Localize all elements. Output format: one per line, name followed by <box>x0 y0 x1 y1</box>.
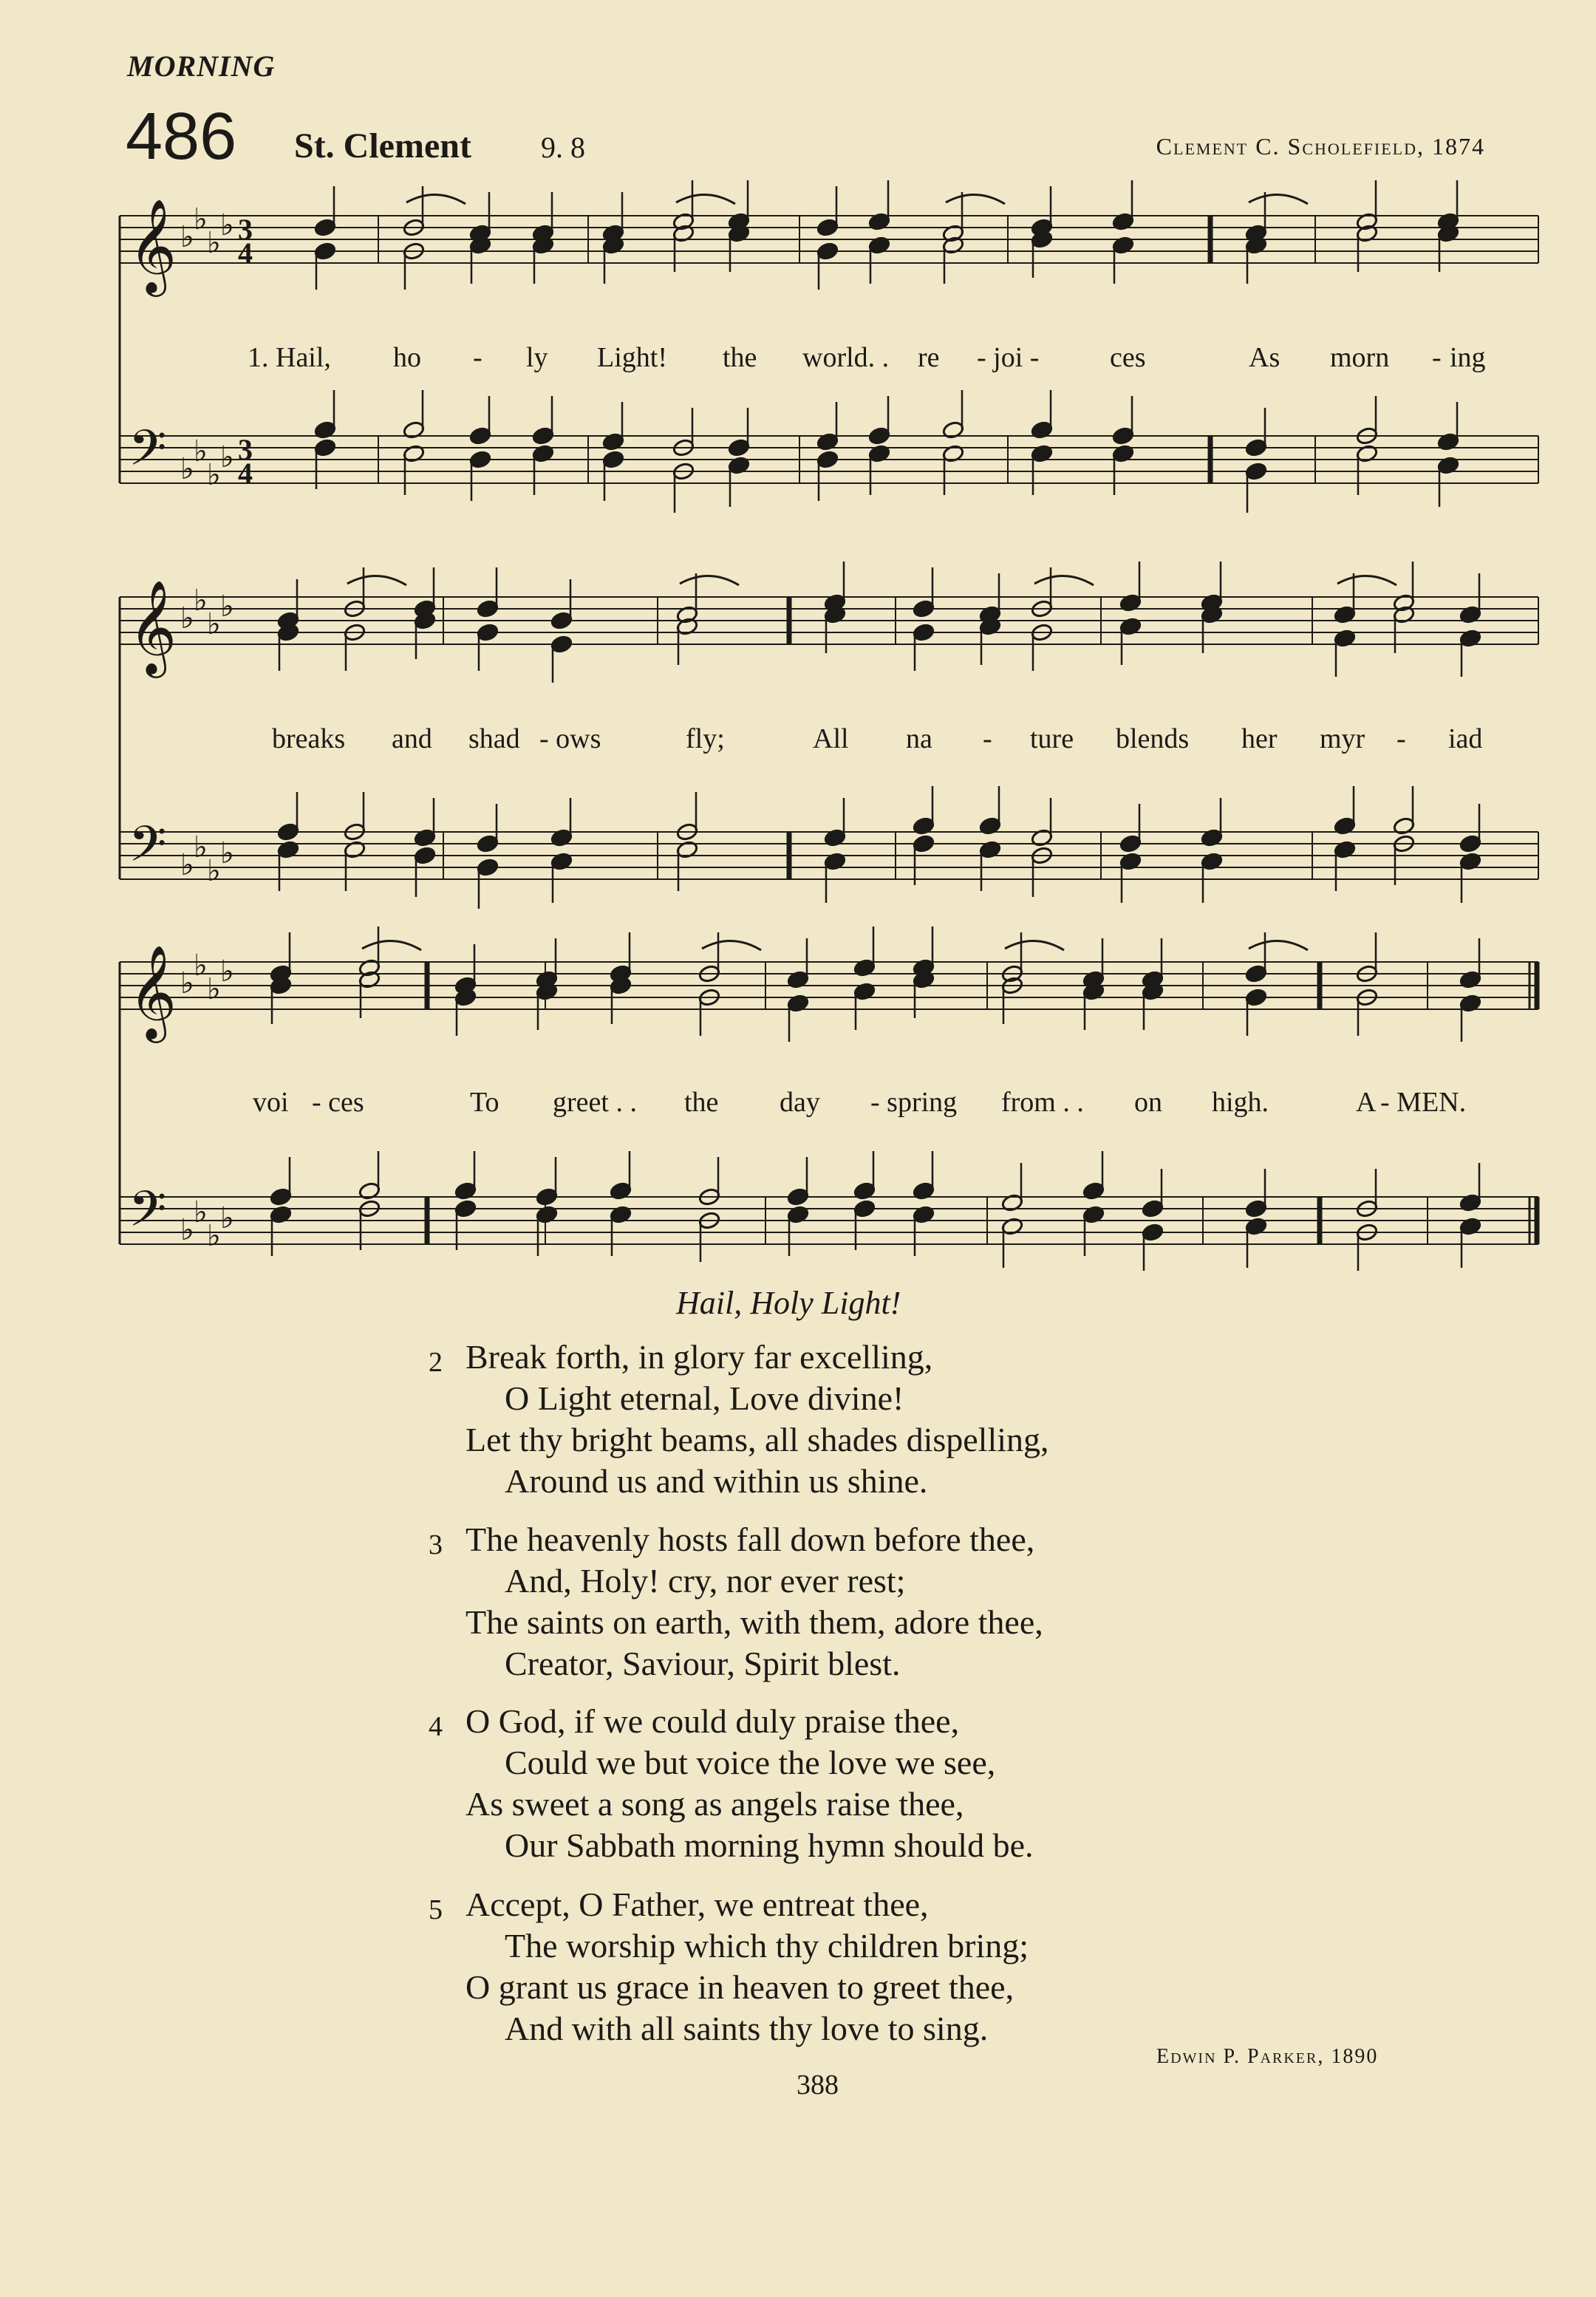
notehead <box>1001 1217 1024 1236</box>
notehead <box>1437 432 1460 451</box>
notehead <box>1001 1193 1024 1212</box>
notehead <box>314 218 337 237</box>
notehead <box>728 438 751 457</box>
flat-sign: ♭ <box>220 955 234 989</box>
verse-number: 4 <box>429 1711 443 1742</box>
notehead <box>787 994 810 1013</box>
notehead <box>536 1205 559 1224</box>
flat-sign: ♭ <box>194 1195 208 1229</box>
notehead <box>1112 212 1135 231</box>
verse-number: 2 <box>429 1347 443 1378</box>
notehead <box>314 420 337 440</box>
flat-sign: ♭ <box>220 836 234 870</box>
notehead <box>979 816 1002 836</box>
notehead <box>532 444 555 463</box>
notehead <box>1082 1181 1105 1201</box>
notehead <box>1245 438 1268 457</box>
section-heading: MORNING <box>127 50 276 83</box>
lyric-syllable: - ces <box>312 1087 364 1118</box>
slur <box>702 941 761 950</box>
notehead <box>314 438 337 457</box>
lyric-syllable: her <box>1241 723 1278 754</box>
notehead <box>1459 1193 1482 1212</box>
notehead <box>1119 617 1142 636</box>
notehead <box>1334 605 1357 624</box>
flat-sign: ♭ <box>194 949 208 983</box>
notehead <box>913 1181 935 1201</box>
flat-sign: ♭ <box>194 830 208 864</box>
notehead <box>536 1187 559 1206</box>
hymn-subtitle: Hail, Holy Light! <box>676 1285 901 1321</box>
lyric-syllable: - <box>473 342 482 373</box>
lyric-syllable: - MEN. <box>1380 1087 1467 1118</box>
lyric-syllable: myr <box>1320 723 1365 754</box>
notehead <box>1112 426 1135 446</box>
flat-sign: ♭ <box>180 601 194 635</box>
verse-line: O grant us grace in heaven to greet thee, <box>466 1968 1014 2006</box>
flat-sign: ♭ <box>207 226 221 260</box>
notehead <box>1031 828 1054 847</box>
flat-sign: ♭ <box>220 1201 234 1235</box>
notehead <box>1142 1199 1164 1218</box>
notehead <box>853 982 876 1001</box>
notehead <box>913 816 935 836</box>
notehead <box>1031 420 1054 440</box>
notehead <box>414 828 437 847</box>
slur <box>362 941 421 950</box>
notehead <box>550 611 573 630</box>
verse-number: 5 <box>429 1894 443 1925</box>
verse-line: Accept, O Father, we entreat thee, <box>466 1885 929 1923</box>
verse-line: The saints on earth, with them, adore thee, <box>466 1603 1043 1641</box>
lyric-syllable: As <box>1249 342 1280 373</box>
notehead <box>1459 834 1482 853</box>
notehead <box>469 426 492 446</box>
lyric-syllable: iad <box>1448 723 1483 754</box>
lyric-syllable: To <box>470 1087 499 1118</box>
notehead <box>403 420 426 440</box>
slur <box>1034 576 1094 585</box>
notehead <box>787 1187 810 1206</box>
flat-sign: ♭ <box>220 440 234 474</box>
notehead <box>1245 988 1268 1007</box>
notehead <box>728 456 751 475</box>
lyric-syllable: ces <box>1110 342 1146 373</box>
lyric-syllable: - <box>1432 342 1442 373</box>
time-signature-top: 3 <box>238 213 253 246</box>
verse-line: And, Holy! cry, nor ever rest; <box>505 1562 906 1600</box>
treble-clef: 𝄞 <box>129 198 177 293</box>
notehead <box>1031 444 1054 463</box>
slur <box>1337 576 1396 585</box>
composer-credit: Clement C. Scholefield, 1874 <box>1156 133 1485 160</box>
verse-line: O God, if we could duly praise thee, <box>466 1702 960 1740</box>
lyric-syllable: ho <box>393 342 421 373</box>
notehead <box>414 846 437 865</box>
notehead <box>1119 852 1142 871</box>
notehead <box>270 1205 293 1224</box>
flat-sign: ♭ <box>207 607 221 641</box>
lyric-syllable: morn <box>1330 342 1390 373</box>
verse-line: Let thy bright beams, all shades dispelling, <box>466 1421 1049 1458</box>
notehead <box>1459 852 1482 871</box>
slur <box>680 576 739 585</box>
flat-sign: ♭ <box>220 208 234 242</box>
notehead <box>1356 444 1379 463</box>
notehead <box>1245 964 1268 983</box>
notehead <box>469 450 492 469</box>
notehead <box>942 420 965 440</box>
notehead <box>1201 852 1224 871</box>
notehead <box>277 840 300 859</box>
notehead <box>868 426 891 446</box>
meter: 9. 8 <box>541 131 585 164</box>
notehead <box>853 1181 876 1201</box>
flat-sign: ♭ <box>207 458 221 492</box>
notehead <box>477 599 499 618</box>
flat-sign: ♭ <box>180 452 194 486</box>
notehead <box>868 236 891 255</box>
lyric-syllable: re <box>918 342 940 373</box>
notehead <box>1112 444 1135 463</box>
lyric-syllable: the <box>723 342 757 373</box>
lyric-syllable: voi <box>253 1087 289 1118</box>
notehead <box>868 444 891 463</box>
flat-sign: ♭ <box>180 220 194 254</box>
slur <box>676 194 735 204</box>
lyric-syllable: - ows <box>539 723 601 754</box>
page-number: 388 <box>797 2069 839 2100</box>
verse-line: Could we but voice the love we see, <box>505 1744 996 1781</box>
bass-clef: 𝄢 <box>129 816 167 884</box>
notehead <box>344 840 366 859</box>
verse-number: 3 <box>429 1529 443 1560</box>
time-signature-bottom: 4 <box>238 236 253 270</box>
notehead <box>1112 236 1135 255</box>
notehead <box>816 432 839 451</box>
notehead <box>787 1205 810 1224</box>
slur <box>347 576 406 585</box>
notehead <box>1245 1199 1268 1218</box>
notehead <box>1334 629 1357 648</box>
notehead <box>602 432 625 451</box>
lyric-syllable: the <box>684 1087 719 1118</box>
verse-line: And with all saints thy love to sing. <box>505 2010 989 2047</box>
lyric-syllable: ing <box>1450 342 1486 373</box>
lyric-syllable: and <box>392 723 432 754</box>
notehead <box>270 1187 293 1206</box>
flat-sign: ♭ <box>207 1219 221 1253</box>
notehead <box>1245 1217 1268 1236</box>
text-author-credit: Edwin P. Parker, 1890 <box>1156 2045 1379 2068</box>
flat-sign: ♭ <box>194 584 208 618</box>
bass-clef: 𝄢 <box>129 420 167 488</box>
lyric-syllable: world. . <box>802 342 890 373</box>
notehead <box>314 242 337 261</box>
slur <box>406 194 466 204</box>
flat-sign: ♭ <box>194 434 208 468</box>
lyric-syllable: ture <box>1030 723 1074 754</box>
notehead <box>1334 840 1357 859</box>
notehead <box>816 218 839 237</box>
notehead <box>1393 816 1416 836</box>
slur <box>1249 194 1308 204</box>
notehead <box>942 444 965 463</box>
notehead <box>816 450 839 469</box>
notehead <box>477 858 499 877</box>
notehead <box>550 828 573 847</box>
slur <box>946 194 1005 204</box>
notehead <box>550 635 573 654</box>
notehead <box>550 852 573 871</box>
verse-line: O Light eternal, Love divine! <box>505 1379 904 1417</box>
lyric-syllable: 1. Hail, <box>248 342 331 373</box>
slur <box>1005 941 1064 950</box>
lyric-syllable: high. <box>1212 1087 1269 1118</box>
notehead <box>1082 1205 1105 1224</box>
lyric-syllable: fly; <box>686 723 725 754</box>
notehead <box>913 834 935 853</box>
verse-line: Around us and within us shine. <box>505 1462 928 1500</box>
notehead <box>787 970 810 989</box>
lyric-syllable: Light! <box>597 342 667 373</box>
lyric-syllable: - spring <box>870 1087 958 1118</box>
notehead <box>913 599 935 618</box>
verse-line: The worship which thy children bring; <box>505 1927 1029 1965</box>
slur <box>1249 941 1308 950</box>
notehead <box>1437 456 1460 475</box>
notehead <box>1119 593 1142 612</box>
treble-clef: 𝄞 <box>129 579 177 674</box>
notehead <box>816 242 839 261</box>
notehead <box>454 1199 477 1218</box>
notehead <box>477 623 499 642</box>
notehead <box>277 822 300 842</box>
flat-sign: ♭ <box>220 590 234 624</box>
lyric-syllable: greet . . <box>553 1087 637 1118</box>
notehead <box>824 852 847 871</box>
verse-line: Our Sabbath morning hymn should be. <box>505 1826 1034 1864</box>
notehead <box>913 623 935 642</box>
notehead <box>1119 834 1142 853</box>
lyric-syllable: A <box>1356 1087 1377 1118</box>
lyric-syllable: on <box>1134 1087 1162 1118</box>
notehead <box>403 444 426 463</box>
flat-sign: ♭ <box>180 966 194 1000</box>
time-signature-top: 3 <box>238 433 253 466</box>
notehead <box>1459 994 1482 1013</box>
flat-sign: ♭ <box>207 972 221 1006</box>
notehead <box>1334 816 1357 836</box>
notehead <box>913 1205 935 1224</box>
lyric-syllable: na <box>906 723 932 754</box>
lyric-syllable: - joi - <box>977 342 1040 373</box>
notehead <box>610 1181 632 1201</box>
notehead <box>676 840 699 859</box>
bass-clef: 𝄢 <box>129 1181 167 1249</box>
notehead <box>1201 828 1224 847</box>
notehead <box>602 450 625 469</box>
notehead <box>1459 970 1482 989</box>
verse-line: Break forth, in glory far excelling, <box>466 1338 933 1376</box>
notehead <box>1459 605 1482 624</box>
lyric-syllable: - <box>983 723 992 754</box>
notehead <box>824 828 847 847</box>
treble-clef: 𝄞 <box>129 944 177 1039</box>
notehead <box>853 1199 876 1218</box>
verse-line: As sweet a song as angels raise thee, <box>466 1785 964 1823</box>
lyric-syllable: blends <box>1116 723 1190 754</box>
notehead <box>532 426 555 446</box>
notehead <box>477 834 499 853</box>
notehead <box>868 212 891 231</box>
notehead <box>1245 462 1268 481</box>
notehead <box>853 958 876 977</box>
flat-sign: ♭ <box>180 848 194 882</box>
notehead <box>1459 1217 1482 1236</box>
notehead <box>1142 1223 1164 1242</box>
lyric-syllable: All <box>813 723 849 754</box>
lyric-syllable: ly <box>526 342 548 373</box>
notehead <box>358 1181 381 1201</box>
flat-sign: ♭ <box>194 202 208 236</box>
lyric-syllable: - <box>1396 723 1406 754</box>
flat-sign: ♭ <box>207 854 221 888</box>
notehead <box>610 1205 632 1224</box>
lyric-syllable: day <box>780 1087 820 1118</box>
notehead <box>1459 629 1482 648</box>
notehead <box>979 840 1002 859</box>
lyric-syllable: shad <box>468 723 520 754</box>
flat-sign: ♭ <box>180 1213 194 1247</box>
lyric-syllable: breaks <box>272 723 346 754</box>
verse-line: The heavenly hosts fall down before thee, <box>466 1520 1035 1558</box>
hymn-number: 486 <box>126 100 237 174</box>
notehead <box>454 1181 477 1201</box>
time-signature-bottom: 4 <box>238 457 253 490</box>
verse-line: Creator, Saviour, Spirit blest. <box>505 1645 901 1682</box>
tune-name: St. Clement <box>294 126 471 165</box>
lyric-syllable: from . . <box>1001 1087 1084 1118</box>
